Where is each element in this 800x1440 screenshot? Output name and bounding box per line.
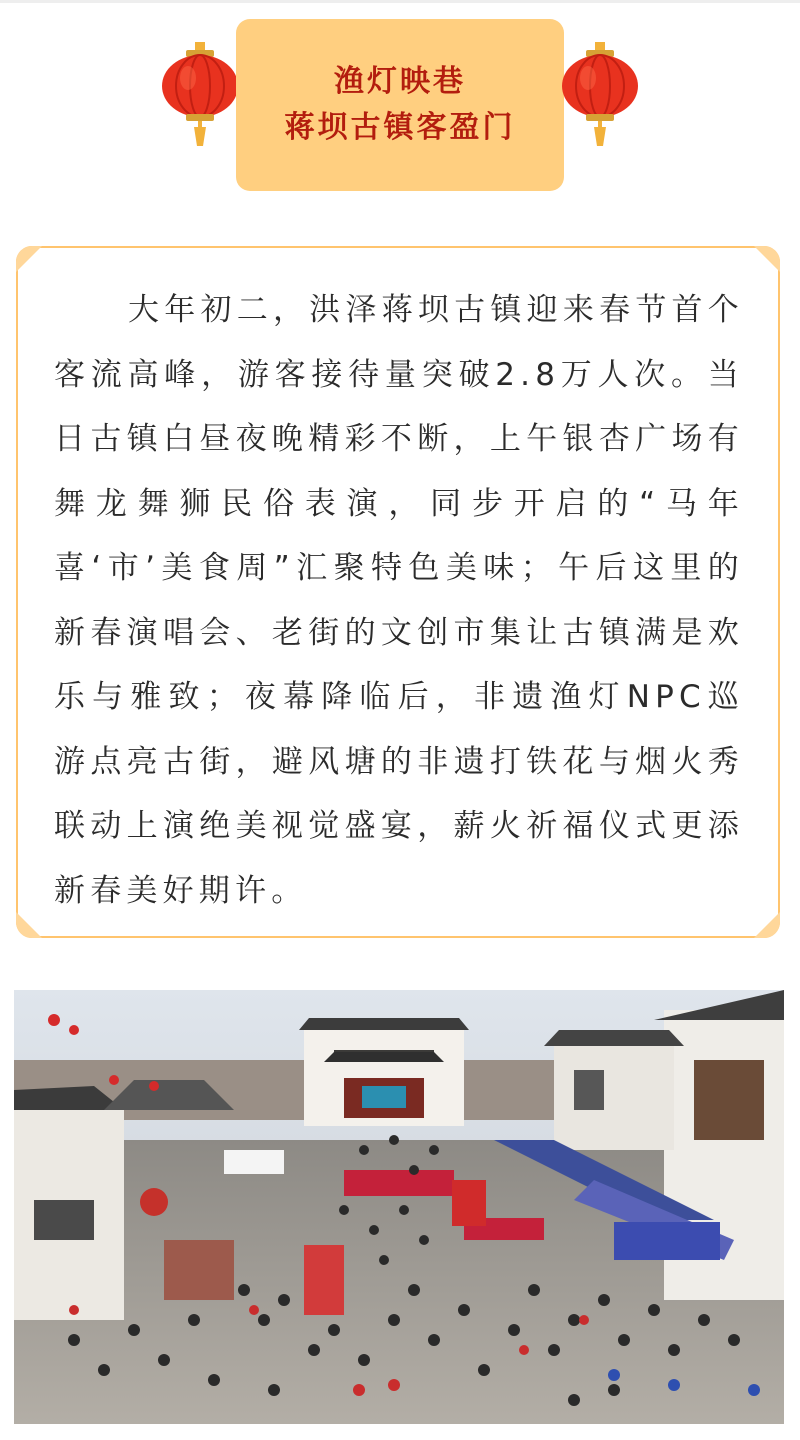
town-market-photo[interactable] <box>14 990 784 1424</box>
card-corner-decoration <box>16 246 42 272</box>
article-card <box>16 246 780 938</box>
article-paragraph: 大年初二，洪泽蒋坝古镇迎来春节首个客流高峰，游客接待量突破2.8万人次。当日古镇白昼夜晚精彩不断，上午银杏广场有舞龙舞狮民俗表演，同步开启的“马年喜‘市’美食周”汇聚特色美味；午后这里的新春演唱会、老街的文创市集让古镇满是欢乐与雅致；夜幕降临后，非遗渔灯NPC巡游点亮古街，避风塘的非遗打铁花与烟火秀联动上演绝美视觉盛宴，薪火祈福仪式更添新春美好期许。 <box>54 292 744 909</box>
card-corner-decoration <box>16 912 42 938</box>
top-divider <box>0 0 800 3</box>
title-line-1: 渔灯映巷 <box>334 64 466 99</box>
red-lantern-icon <box>160 40 240 150</box>
card-corner-decoration <box>754 246 780 272</box>
title-banner <box>236 19 564 191</box>
photo-illustration <box>14 990 784 1424</box>
title-line-2: 蒋坝古镇客盈门 <box>284 110 516 145</box>
card-corner-decoration <box>754 912 780 938</box>
red-lantern-icon <box>560 40 640 150</box>
